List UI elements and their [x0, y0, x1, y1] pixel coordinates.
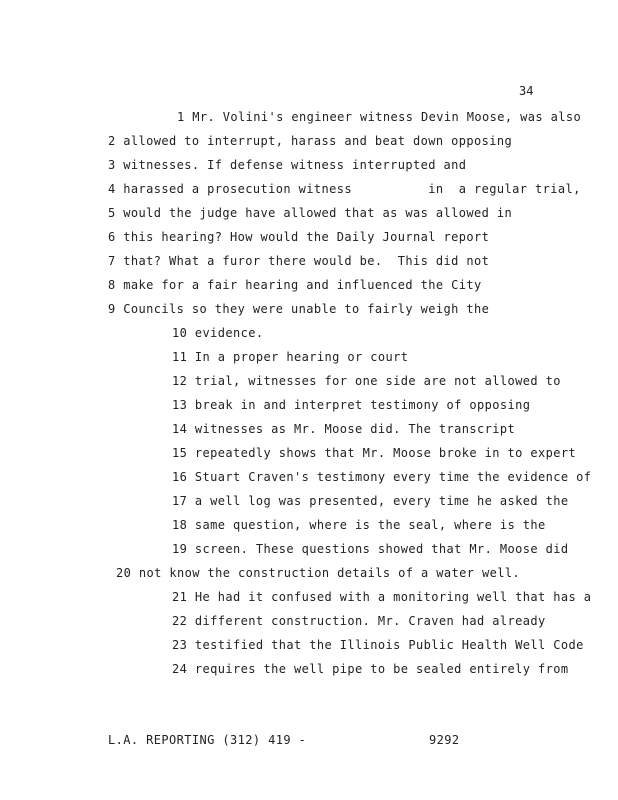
- transcript-line-20: 20 not know the construction details of a water well.: [116, 566, 521, 580]
- transcript-line-14: 14 witnesses as Mr. Moose did. The transcript: [172, 422, 516, 436]
- transcript-line-18: 18 same question, where is the seal, where is the: [172, 518, 546, 532]
- transcript-line-2: 2 allowed to interrupt, harass and beat down opposing: [108, 134, 513, 148]
- transcript-line-12: 12 trial, witnesses for one side are not allowed to: [172, 374, 561, 388]
- transcript-line-23: 23 testified that the Illinois Public Health Well Code: [172, 638, 584, 652]
- footer-phone-suffix: 9292: [429, 733, 460, 747]
- transcript-line-3: 3 witnesses. If defense witness interrupted and: [108, 158, 467, 172]
- transcript-line-16: 16 Stuart Craven's testimony every time the evidence of: [172, 470, 592, 484]
- transcript-line-13: 13 break in and interpret testimony of opposing: [172, 398, 531, 412]
- transcript-line-21: 21 He had it confused with a monitoring well that has a: [172, 590, 592, 604]
- transcript-line-7: 7 that? What a furor there would be. This did not: [108, 254, 490, 268]
- transcript-line-8: 8 make for a fair hearing and influenced the City: [108, 278, 482, 292]
- transcript-line-24: 24 requires the well pipe to be sealed entirely from: [172, 662, 569, 676]
- transcript-line-17: 17 a well log was presented, every time he asked the: [172, 494, 569, 508]
- transcript-line-6: 6 this hearing? How would the Daily Journal report: [108, 230, 490, 244]
- transcript-line-11: 11 In a proper hearing or court: [172, 350, 409, 364]
- page-number: 34: [519, 84, 534, 98]
- transcript-line-5: 5 would the judge have allowed that as was allowed in: [108, 206, 513, 220]
- footer-reporter: L.A. REPORTING (312) 419 -: [108, 733, 307, 747]
- transcript-line-19: 19 screen. These questions showed that Mr. Moose did: [172, 542, 569, 556]
- transcript-line-4: 4 harassed a prosecution witness in a regular trial,: [108, 182, 581, 196]
- transcript-line-10: 10 evidence.: [172, 326, 264, 340]
- transcript-line-15: 15 repeatedly shows that Mr. Moose broke in to expert: [172, 446, 577, 460]
- transcript-line-22: 22 different construction. Mr. Craven had already: [172, 614, 546, 628]
- transcript-line-9: 9 Councils so they were unable to fairly weigh the: [108, 302, 490, 316]
- transcript-line-1: 1 Mr. Volini's engineer witness Devin Moose, was also: [177, 110, 582, 124]
